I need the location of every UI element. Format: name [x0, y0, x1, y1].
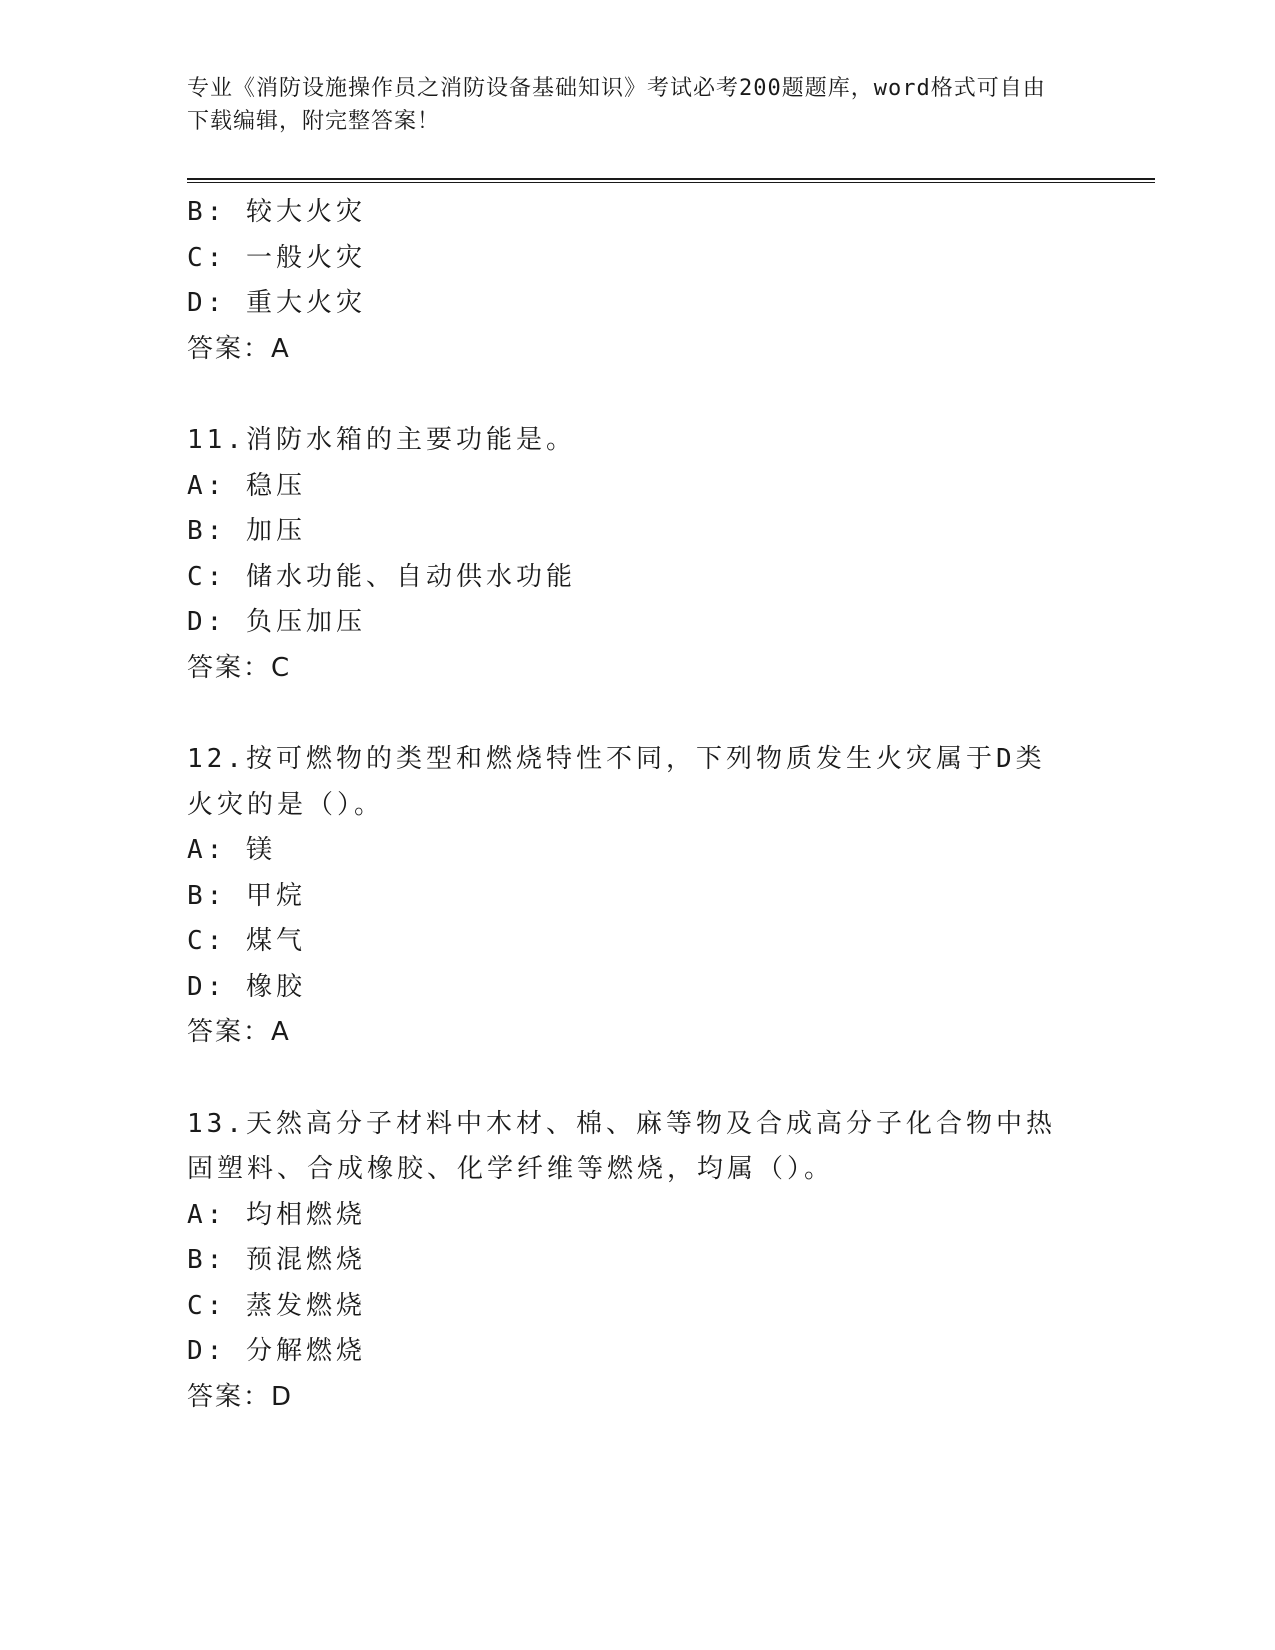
question-stem: 11.消防水箱的主要功能是。: [187, 425, 576, 455]
option-c: C: 煤气: [187, 926, 306, 956]
option-d: D: 橡胶: [187, 971, 306, 1002]
question-block-11: [187, 418, 1087, 691]
option-c: C: 一般火灾: [187, 242, 366, 273]
answer-line: 答案：D: [187, 1381, 294, 1412]
option-a: A: 稳压: [187, 470, 306, 501]
option-c: C: 储水功能、自动供水功能: [187, 561, 576, 592]
question-stem: 12.按可燃物的类型和燃烧特性不同，下列物质发生火灾属于D类火灾的是（）。: [187, 744, 1046, 820]
document-body: [187, 190, 1087, 1420]
answer-line: 答案：C: [187, 652, 292, 683]
option-a: A: 镁: [187, 835, 276, 865]
page-header: 专业《消防设施操作员之消防设备基础知识》考试必考200题题库，word格式可自由下载编辑，附完整答案！: [187, 76, 1046, 134]
answer-line: 答案：A: [187, 1017, 291, 1047]
option-b: B: 预混燃烧: [187, 1245, 366, 1275]
carryover-block: [187, 190, 1087, 372]
option-a: A: 均相燃烧: [187, 1199, 366, 1230]
answer-line: 答案：A: [187, 333, 291, 364]
option-b: B: 加压: [187, 516, 306, 546]
header-divider: [187, 178, 1155, 183]
option-c: C: 蒸发燃烧: [187, 1290, 366, 1321]
question-block-12: [187, 737, 1087, 1056]
option-b: B: 甲烷: [187, 880, 306, 911]
option-d: D: 重大火灾: [187, 288, 366, 318]
option-d: D: 负压加压: [187, 607, 366, 637]
question-stem: 13.天然高分子材料中木材、棉、麻等物及合成高分子化合物中热固塑料、合成橡胶、化学纤维等燃烧，均属（）。: [187, 1108, 1056, 1184]
question-block-13: [187, 1102, 1087, 1421]
option-b: B: 较大火灾: [187, 197, 366, 227]
option-d: D: 分解燃烧: [187, 1336, 366, 1366]
